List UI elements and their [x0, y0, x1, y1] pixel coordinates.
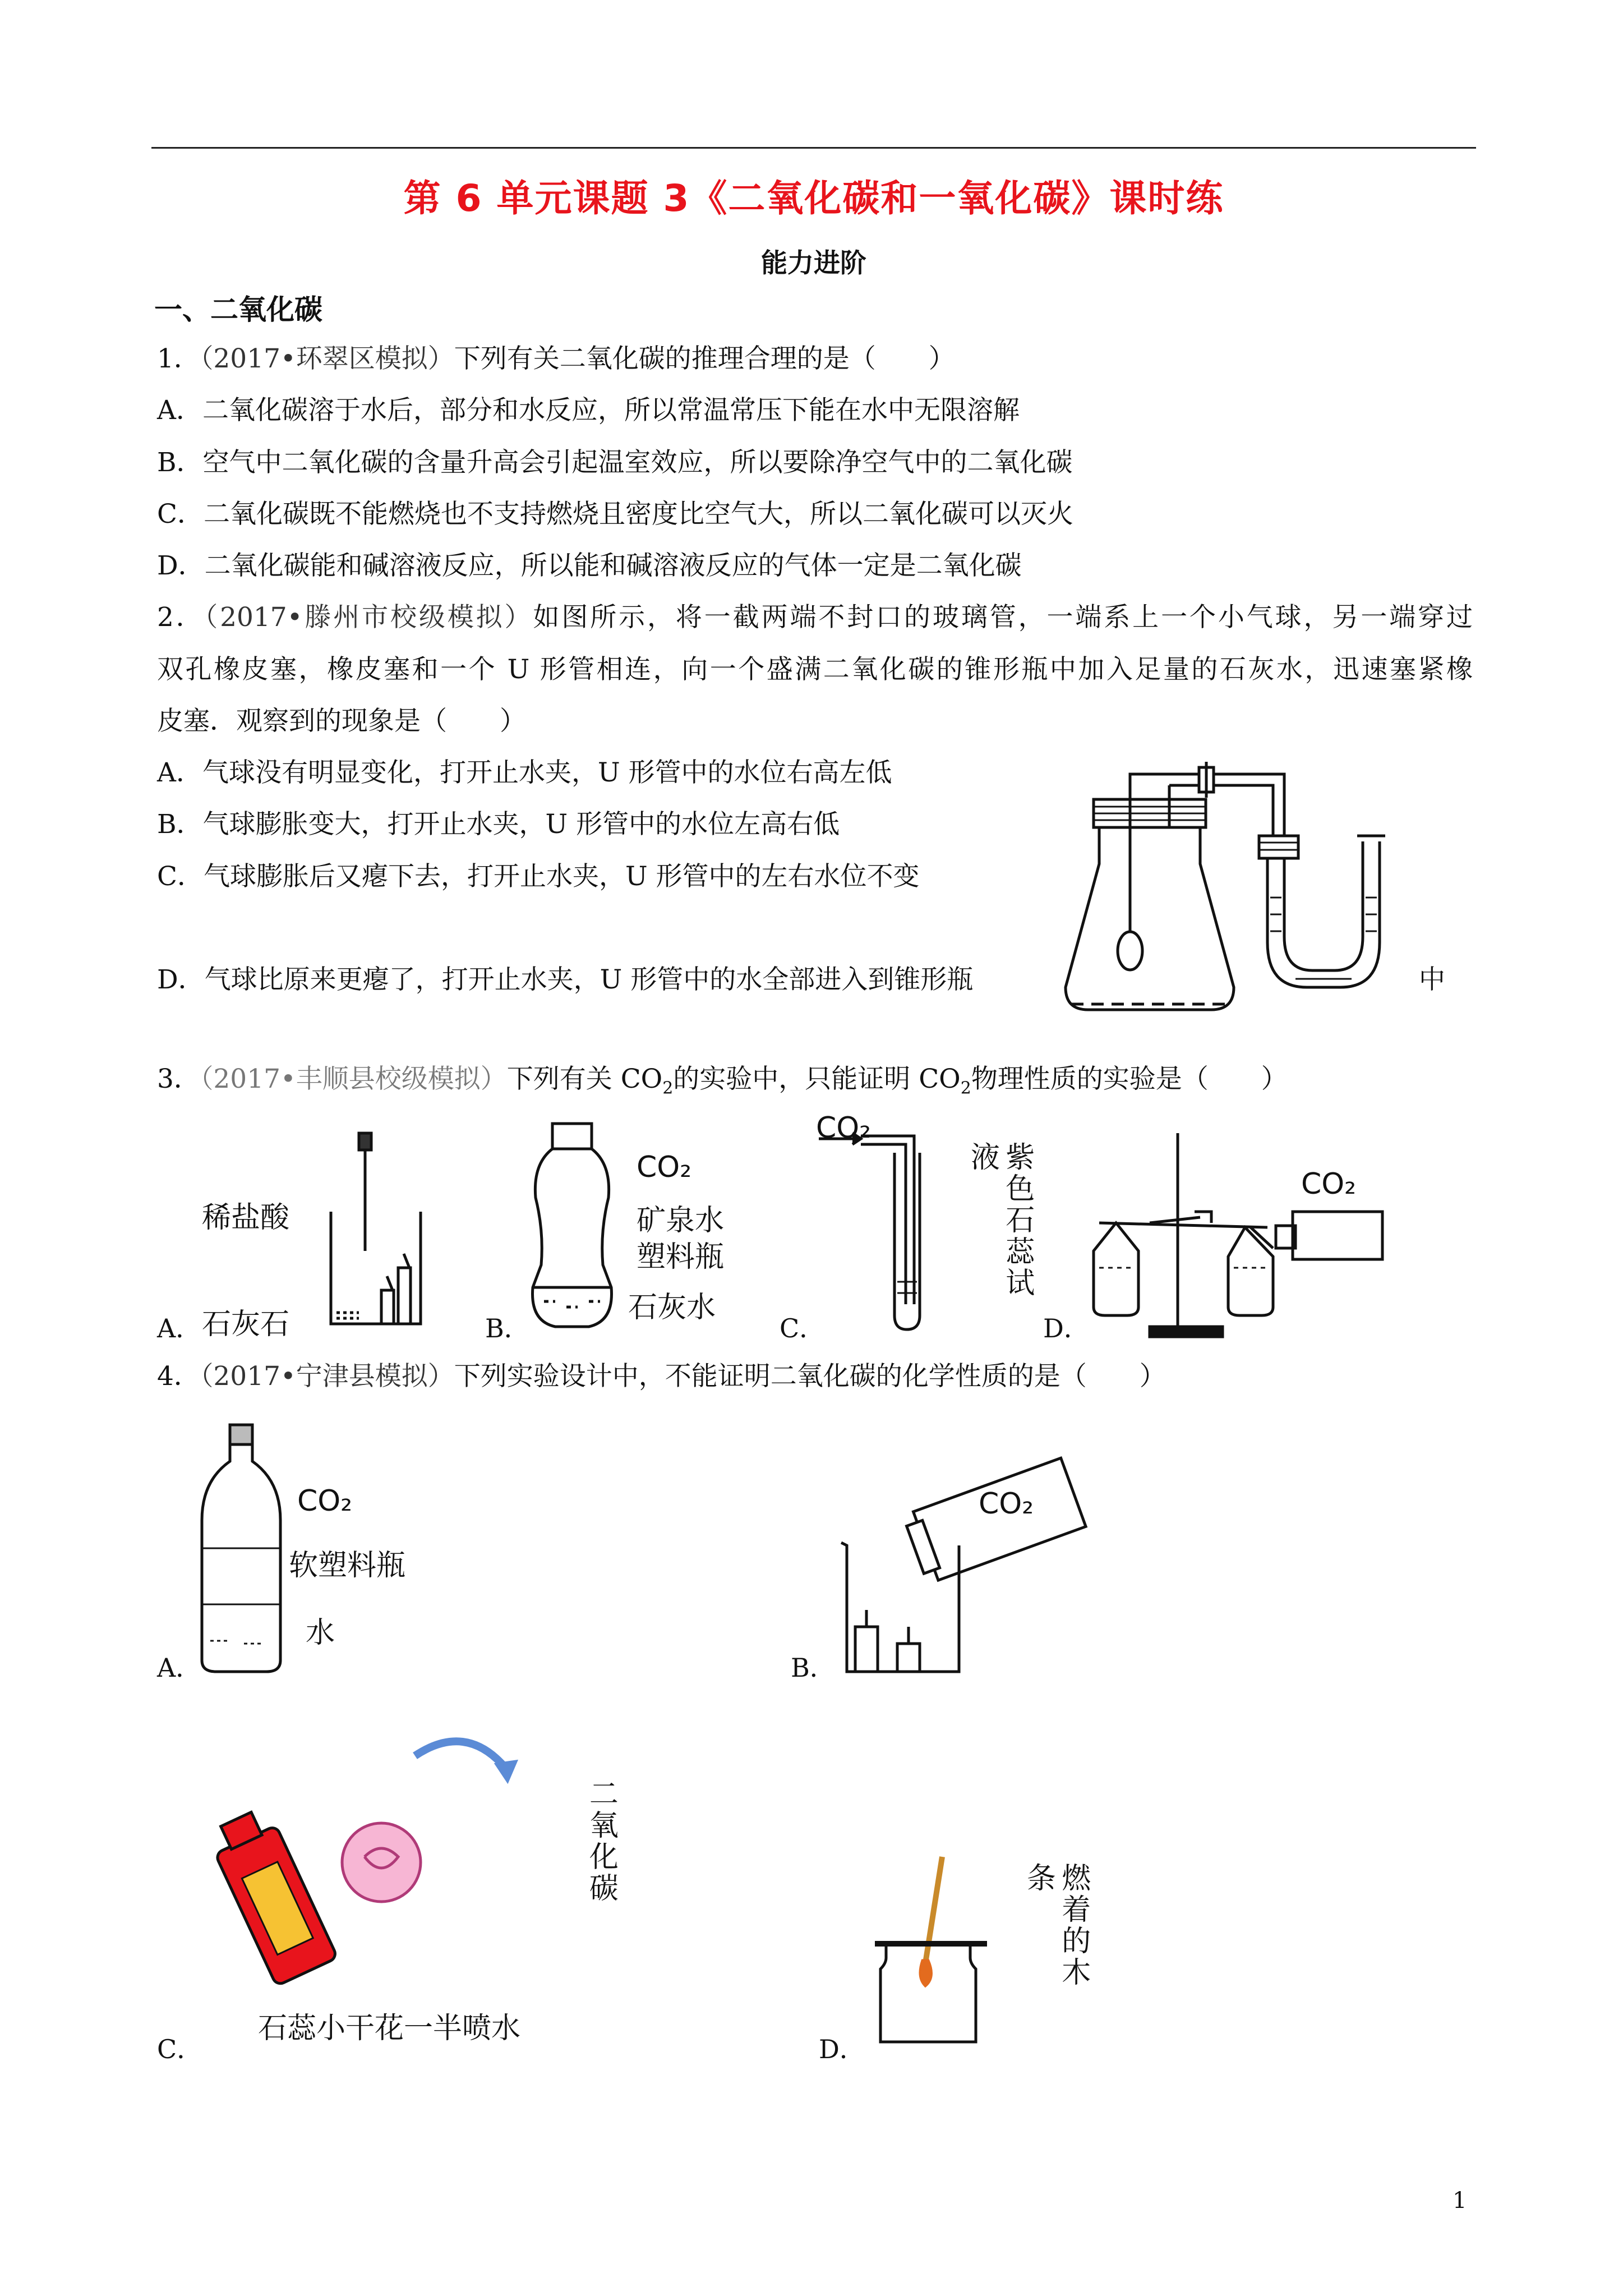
- q3a-acid-label: 稀盐酸: [202, 1201, 290, 1235]
- page-number: 1: [1453, 2188, 1467, 2214]
- q2-text-1: 如图所示，将一截两端不封口的玻璃管，一端系上一个小气球，另一端穿过: [533, 602, 1473, 633]
- q2-number: 2．: [157, 602, 205, 633]
- q2-stem-line2: 双孔橡皮塞，橡皮塞和一个 U 形管相连，向一个盛满二氧化碳的锥形瓶中加入足量的石灰水，迅速塞紧橡: [157, 654, 1473, 685]
- q3b-gas-label: CO₂: [637, 1151, 692, 1184]
- q2-source: （2017•滕州市校级模拟）: [204, 602, 533, 633]
- q3-option-b-letter: B．: [485, 1313, 530, 1343]
- q4-figure-b: [836, 1458, 1099, 1683]
- q4-option-d-letter: D．: [819, 2034, 865, 2064]
- q4c-gas-label: 二氧化碳: [584, 1778, 618, 1904]
- page-subtitle: 能力进阶: [761, 248, 866, 279]
- q3-number: 3．: [157, 1064, 200, 1094]
- page-title: 第 6 单元课题 3《二氧化碳和一氧化碳》课时练: [403, 177, 1224, 220]
- q1-number: 1．: [157, 343, 200, 374]
- q4-stem: [157, 1361, 1166, 1392]
- header-rule: [151, 147, 1476, 149]
- q1-option-a: A．二氧化碳溶于水后，部分和水反应，所以常温常压下能在水中无限溶解: [157, 395, 1020, 426]
- q4-number: 4．: [157, 1361, 200, 1392]
- q4d-stick-label: 燃着的木条: [1021, 1862, 1090, 1988]
- q3d-gas-label: CO₂: [1301, 1167, 1357, 1201]
- q3-text-b: 的实验中，只能证明 CO: [673, 1064, 961, 1094]
- q4c-caption: 石蕊小干花一半喷水: [258, 2012, 521, 2045]
- q1-option-b: B．空气中二氧化碳的含量升高会引起温室效应，所以要除净空气中的二氧化碳: [157, 447, 1073, 478]
- q3-stem: [157, 1066, 1288, 1097]
- q4-text: 下列实验设计中，不能证明二氧化碳的化学性质的是（ ）: [454, 1361, 1166, 1392]
- q2-stem-line1: [157, 604, 1473, 631]
- q3b-bottle2-label: 塑料瓶: [637, 1240, 725, 1274]
- q3-option-a-letter: A．: [157, 1313, 202, 1343]
- q2-stem-line3: 皮塞．观察到的现象是（ ）: [157, 706, 526, 737]
- q3b-lime-label: 石灰水: [628, 1291, 716, 1324]
- q4a-gas-label: CO₂: [297, 1484, 353, 1518]
- q2-option-b: B．气球膨胀变大，打开止水夹，U 形管中的水位左高右低: [157, 809, 840, 840]
- q2-option-c: C．气球膨胀后又瘪下去，打开止水夹，U 形管中的左右水位不变: [157, 861, 920, 892]
- q3-text-c: 物理性质的实验是（ ）: [971, 1064, 1288, 1094]
- q3-figure-d: [1082, 1128, 1396, 1341]
- q1-stem: [157, 343, 955, 374]
- q3-subscript-1: 2: [662, 1078, 674, 1098]
- q2-option-a: A．气球没有明显变化，打开止水夹，U 形管中的水位右高左低: [157, 757, 892, 788]
- q3c-gas-label: CO₂: [816, 1111, 872, 1145]
- q4a-water-label: 水: [306, 1616, 335, 1650]
- q4-option-b-letter: B．: [791, 1653, 836, 1683]
- q4-figure-a: [193, 1419, 294, 1677]
- q2-option-d-tail: 中: [1419, 964, 1445, 995]
- q3b-bottle-label: 矿泉水: [637, 1204, 725, 1237]
- section-heading: 一、二氧化碳: [154, 293, 322, 326]
- q3-text-a: 下列有关 CO: [506, 1064, 663, 1094]
- q3-option-d-letter: D．: [1043, 1313, 1090, 1343]
- q1-option-d: D．二氧化碳能和碱溶液反应，所以能和碱溶液反应的气体一定是二氧化碳: [157, 550, 1022, 581]
- q4-option-a-letter: A．: [157, 1653, 202, 1683]
- q4-option-c-letter: C．: [157, 2034, 203, 2064]
- q4a-bottle-label: 软塑料瓶: [289, 1549, 406, 1582]
- q3-option-c-letter: C．: [780, 1313, 826, 1343]
- q4-figure-d: [864, 1851, 1032, 2059]
- q3-source: （2017•丰顺县校级模拟）: [200, 1064, 507, 1094]
- q2-apparatus-figure: [1060, 752, 1453, 1021]
- q3-subscript-2: 2: [960, 1078, 971, 1098]
- q1-source: （2017•环翠区模拟）: [200, 343, 454, 374]
- q3-figure-a: [303, 1128, 471, 1341]
- q3c-reagent-label: 紫色石蕊试液: [965, 1142, 1034, 1299]
- q4b-gas-label: CO₂: [979, 1487, 1034, 1521]
- q4-source: （2017•宁津县模拟）: [200, 1361, 454, 1392]
- q1-option-c: C．二氧化碳既不能燃烧也不支持燃烧且密度比空气大，所以二氧化碳可以灭火: [157, 499, 1073, 530]
- q2-option-d: D．气球比原来更瘪了，打开止水夹，U 形管中的水全部进入到锥形瓶: [157, 964, 974, 995]
- q3-figure-c: [813, 1114, 953, 1338]
- q3-figure-b: [522, 1119, 634, 1332]
- q1-text: 下列有关二氧化碳的推理合理的是（ ）: [454, 343, 955, 374]
- q4-figure-c: [202, 1722, 606, 2003]
- q3a-stone-label: 石灰石: [202, 1308, 290, 1341]
